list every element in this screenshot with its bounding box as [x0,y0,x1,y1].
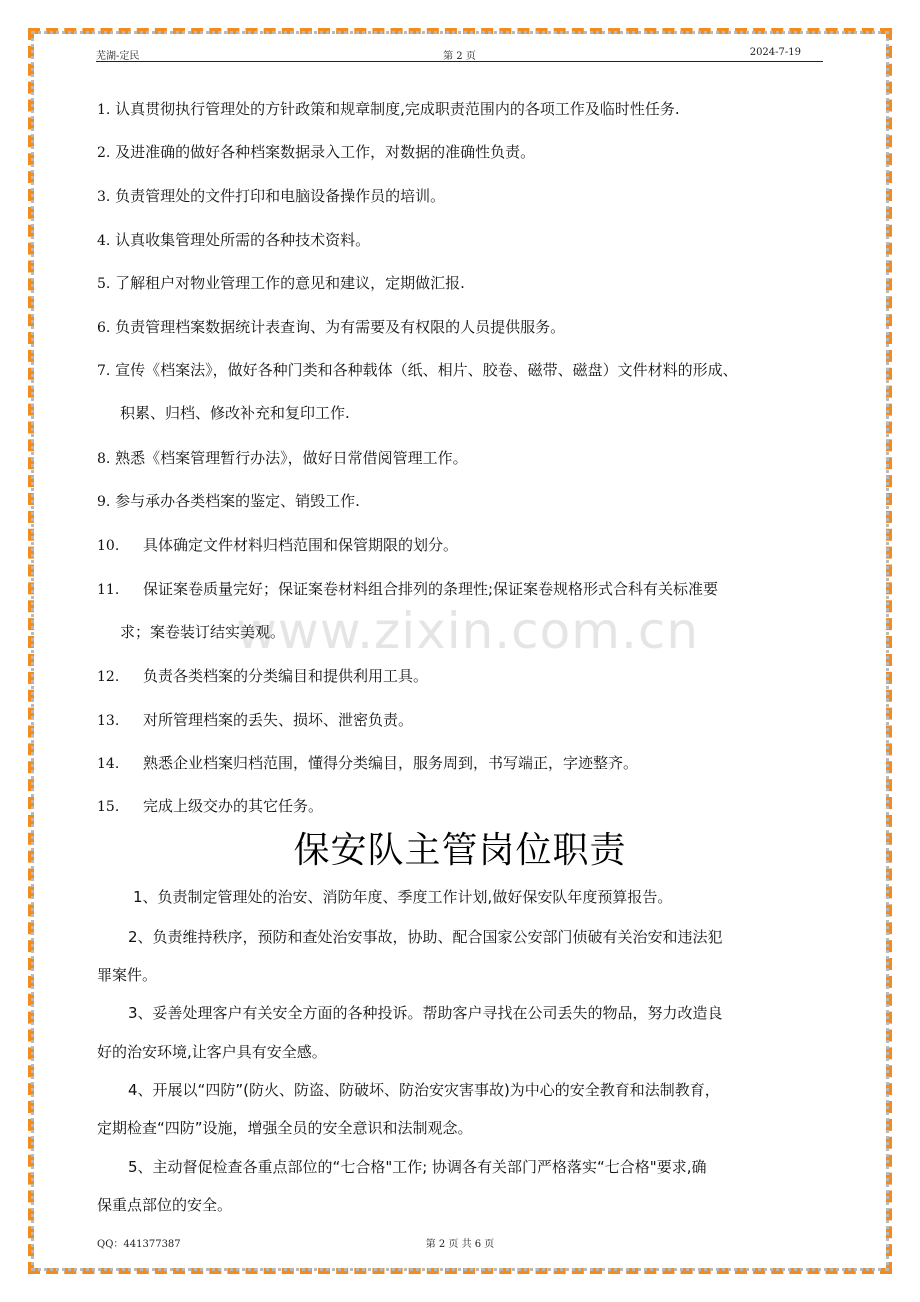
list-item: 11. 保证案卷质量完好；保证案卷材料组合排列的条理性;保证案卷规格形式合科有关标准要 [97,580,719,598]
list-item: 2. 及进准确的做好各种档案数据录入工作，对数据的准确性负责。 [97,143,536,161]
paragraph-continuation: 保重点部位的安全。 [97,1196,233,1214]
list-item: 8. 熟悉《档案管理暂行办法》，做好日常借阅管理工作。 [97,449,468,467]
page-header [96,47,823,62]
paragraph-continuation: 罪案件。 [97,966,158,984]
paragraph-continuation: 定期检查“四防”设施，增强全员的安全意识和法制观念。 [97,1119,473,1137]
list-item: 6. 负责管理档案数据统计表查询、为有需要及有权限的人员提供服务。 [97,318,566,336]
list-item: 3. 负责管理处的文件打印和电脑设备操作员的培训。 [97,187,446,205]
list-item: 12. 负责各类档案的分类编目和提供利用工具。 [97,667,429,685]
list-item: 14. 熟悉企业档案归档范围，懂得分类编目，服务周到，书写端正，字迹整齐。 [97,754,639,772]
watermark: www.zixin.com.cn [236,602,700,660]
footer-page-count: 第 2 页 共 6 页 [425,1239,495,1250]
header-page-number: 第 2 页 [443,51,476,62]
paragraph: 4、开展以“四防”(防火、防盗、防破坏、防治安灾害事故)为中心的安全教育和法制教育， [128,1081,720,1099]
paragraph: 1、负责制定管理处的治安、消防年度、季度工作计划,做好保安队年度预算报告。 [133,888,673,906]
paragraph-continuation: 好的治安环境,让客户具有安全感。 [97,1043,327,1061]
list-item: 5. 了解租户对物业管理工作的意见和建议，定期做汇报. [97,274,465,292]
list-item: 15. 完成上级交办的其它任务。 [97,797,324,815]
list-item: 10. 具体确定文件材料归档范围和保管期限的划分。 [97,536,459,554]
header-left: 芜湖-定民 [96,51,140,62]
section-title: 保安队主管岗位职责 [293,830,627,871]
list-item: 7. 宣传《档案法》，做好各种门类和各种载体（纸、相片、胶卷、磁带、磁盘）文件材料的形成、 [97,361,738,379]
paragraph: 5、主动督促检查各重点部位的“七合格"工作; 协调各有关部门严格落实“七合格"要求,确 [128,1158,707,1176]
list-item: 13. 对所管理档案的丢失、损坏、泄密负责。 [97,711,414,729]
list-item-continuation: 求；案卷装订结实美观。 [120,623,286,641]
list-item: 1. 认真贯彻执行管理处的方针政策和规章制度,完成职责范围内的各项工作及临时性任务. [97,100,680,118]
list-item: 9. 参与承办各类档案的鉴定、销毁工作. [97,492,360,510]
header-date: 2024-7-19 [749,47,801,58]
paragraph: 2、负责维持秩序，预防和查处治安事故，协助、配合国家公安部门侦破有关治安和违法犯 [128,928,723,946]
paragraph: 3、妥善处理客户有关安全方面的各种投诉。帮助客户寻找在公司丢失的物品，努力改造良 [128,1004,723,1022]
list-item: 4. 认真收集管理处所需的各种技术资料。 [97,231,371,249]
list-item-continuation: 积累、归档、修改补充和复印工作. [120,404,350,422]
footer-qq: QQ：441377387 [97,1239,181,1250]
